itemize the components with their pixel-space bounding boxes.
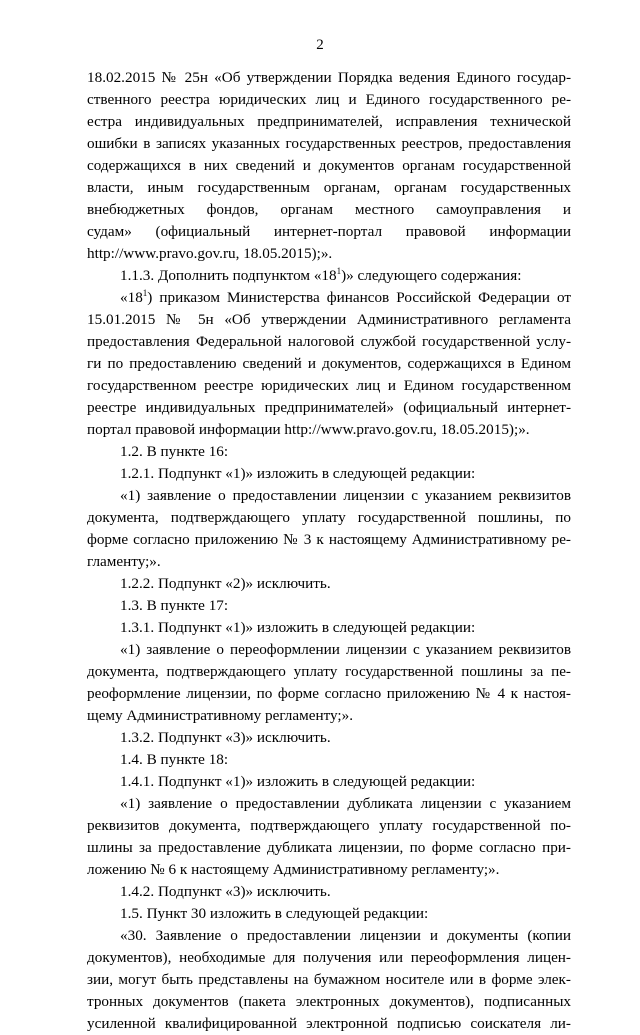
document-body — [87, 67, 571, 1035]
text-line — [87, 199, 571, 221]
line-text: реестре индивидуальных предпринимателей» (официальный интернет- — [87, 399, 571, 416]
text-line — [87, 375, 571, 397]
text-line — [87, 859, 571, 881]
line-text-tail: )» следующего содержания: — [341, 267, 522, 284]
line-text: «1) заявление о переоформлении лицензии с указанием реквизитов — [120, 641, 571, 658]
text-line — [87, 309, 571, 331]
text-line — [87, 133, 571, 155]
line-text-tail: ) приказом Министерства финансов Российской Федерации от — [147, 289, 571, 306]
text-line — [87, 1013, 571, 1035]
text-line — [87, 397, 571, 419]
line-text: 1.3. В пункте 17: — [120, 597, 229, 614]
line-text: http://www.pravo.gov.ru, 18.05.2015);». — [87, 245, 333, 262]
superscript: 1 — [142, 288, 148, 298]
text-line — [87, 221, 571, 243]
text-line — [87, 881, 571, 903]
line-text: 1.1.3. Дополнить подпунктом «18 — [120, 267, 337, 284]
text-line — [87, 287, 571, 309]
line-text: ги по предоставлению сведений и документов, содержащихся в Едином — [87, 355, 571, 372]
text-line — [87, 617, 571, 639]
text-line — [87, 947, 571, 969]
text-line — [87, 463, 571, 485]
line-text: реквизитов документа, подтверждающего уплату государственной по- — [87, 817, 571, 834]
line-text: гламенту;». — [87, 553, 161, 570]
text-line — [87, 155, 571, 177]
text-line — [87, 419, 571, 441]
line-text: естра индивидуальных предпринимателей, исправления технической — [87, 113, 571, 130]
line-text: ошибки в записях указанных государственных реестров, предоставления — [87, 135, 571, 152]
line-text: 1.3.2. Подпункт «3)» исключить. — [120, 729, 331, 746]
line-text: ложению № 6 к настоящему Административному регламенту;». — [87, 861, 500, 878]
text-line — [87, 903, 571, 925]
text-line — [87, 67, 571, 89]
text-line — [87, 551, 571, 573]
line-text: зии, могут быть представлены на бумажном носителе или в форме элек- — [87, 971, 571, 988]
line-text: ственного реестра юридических лиц и Единого государственного ре- — [87, 91, 571, 108]
line-text: 1.3.1. Подпункт «1)» изложить в следующей редакции: — [120, 619, 476, 636]
text-line — [87, 573, 571, 595]
line-text: 1.2. В пункте 16: — [120, 443, 229, 460]
line-text: 1.2.2. Подпункт «2)» исключить. — [120, 575, 331, 592]
text-line — [87, 727, 571, 749]
line-text: предоставления Федеральной налоговой службой государственной услу- — [87, 333, 571, 350]
text-line — [87, 243, 571, 265]
line-text: усиленной квалифицированной электронной подписью соискателя ли- — [87, 1015, 571, 1032]
line-text: 1.5. Пункт 30 изложить в следующей редакции: — [120, 905, 429, 922]
text-line — [87, 749, 571, 771]
line-text: шлины за предоставление дубликата лицензии, по форме согласно при- — [87, 839, 571, 856]
line-text: 1.2.1. Подпункт «1)» изложить в следующей редакции: — [120, 465, 476, 482]
line-text: «18 — [120, 289, 143, 306]
line-text: документа, подтверждающего уплату государственной пошлины за пе- — [87, 663, 571, 680]
text-line — [87, 925, 571, 947]
text-line — [87, 837, 571, 859]
line-text: государственном реестре юридических лиц и Едином государственном — [87, 377, 571, 394]
line-text: «30. Заявление о предоставлении лицензии и документы (копии — [120, 927, 571, 944]
page-number: 2 — [316, 37, 324, 53]
line-text: форме согласно приложению № 3 к настоящему Административному ре- — [87, 531, 571, 548]
text-line — [87, 595, 571, 617]
text-line — [87, 507, 571, 529]
text-line — [87, 529, 571, 551]
text-line — [87, 705, 571, 727]
superscript: 1 — [336, 266, 342, 276]
line-text: портал правовой информации http://www.pravo.gov.ru, 18.05.2015);». — [87, 421, 530, 438]
text-line — [87, 661, 571, 683]
line-text: судам» (официальный интернет-портал правовой информации — [87, 223, 571, 240]
text-line — [87, 815, 571, 837]
text-line — [87, 111, 571, 133]
line-text: щему Административному регламенту;». — [87, 707, 354, 724]
text-line — [87, 89, 571, 111]
text-line — [87, 683, 571, 705]
text-line — [87, 771, 571, 793]
line-text: 18.02.2015 № 25н «Об утверждении Порядка ведения Единого государ- — [87, 69, 571, 86]
text-line — [87, 177, 571, 199]
line-text: 15.01.2015 № 5н «Об утверждении Административного регламента — [87, 311, 571, 328]
text-line — [87, 485, 571, 507]
line-text: внебюджетных фондов, органам местного самоуправления и — [87, 201, 571, 218]
line-text: 1.4.1. Подпункт «1)» изложить в следующей редакции: — [120, 773, 476, 790]
line-text: документов), необходимые для получения или переоформления лицен- — [87, 949, 571, 966]
text-line — [87, 991, 571, 1013]
line-text: тронных документов (пакета электронных документов), подписанных — [87, 993, 571, 1010]
line-text: власти, иным государственным органам, органам государственных — [87, 179, 571, 196]
text-line — [87, 441, 571, 463]
line-text: документа, подтверждающего уплату государственной пошлины, по — [87, 509, 571, 526]
text-line — [87, 331, 571, 353]
line-text: 1.4.2. Подпункт «3)» исключить. — [120, 883, 331, 900]
text-line — [87, 265, 571, 287]
line-text: «1) заявление о предоставлении лицензии с указанием реквизитов — [120, 487, 571, 504]
text-line — [87, 969, 571, 991]
line-text: «1) заявление о предоставлении дубликата лицензии с указанием — [120, 795, 571, 812]
text-line — [87, 793, 571, 815]
line-text: содержащихся в них сведений и документов органам государственной — [87, 157, 571, 174]
text-line — [87, 639, 571, 661]
text-line — [87, 353, 571, 375]
line-text: 1.4. В пункте 18: — [120, 751, 229, 768]
line-text: реоформление лицензии, по форме согласно приложению № 4 к настоя- — [87, 685, 571, 702]
